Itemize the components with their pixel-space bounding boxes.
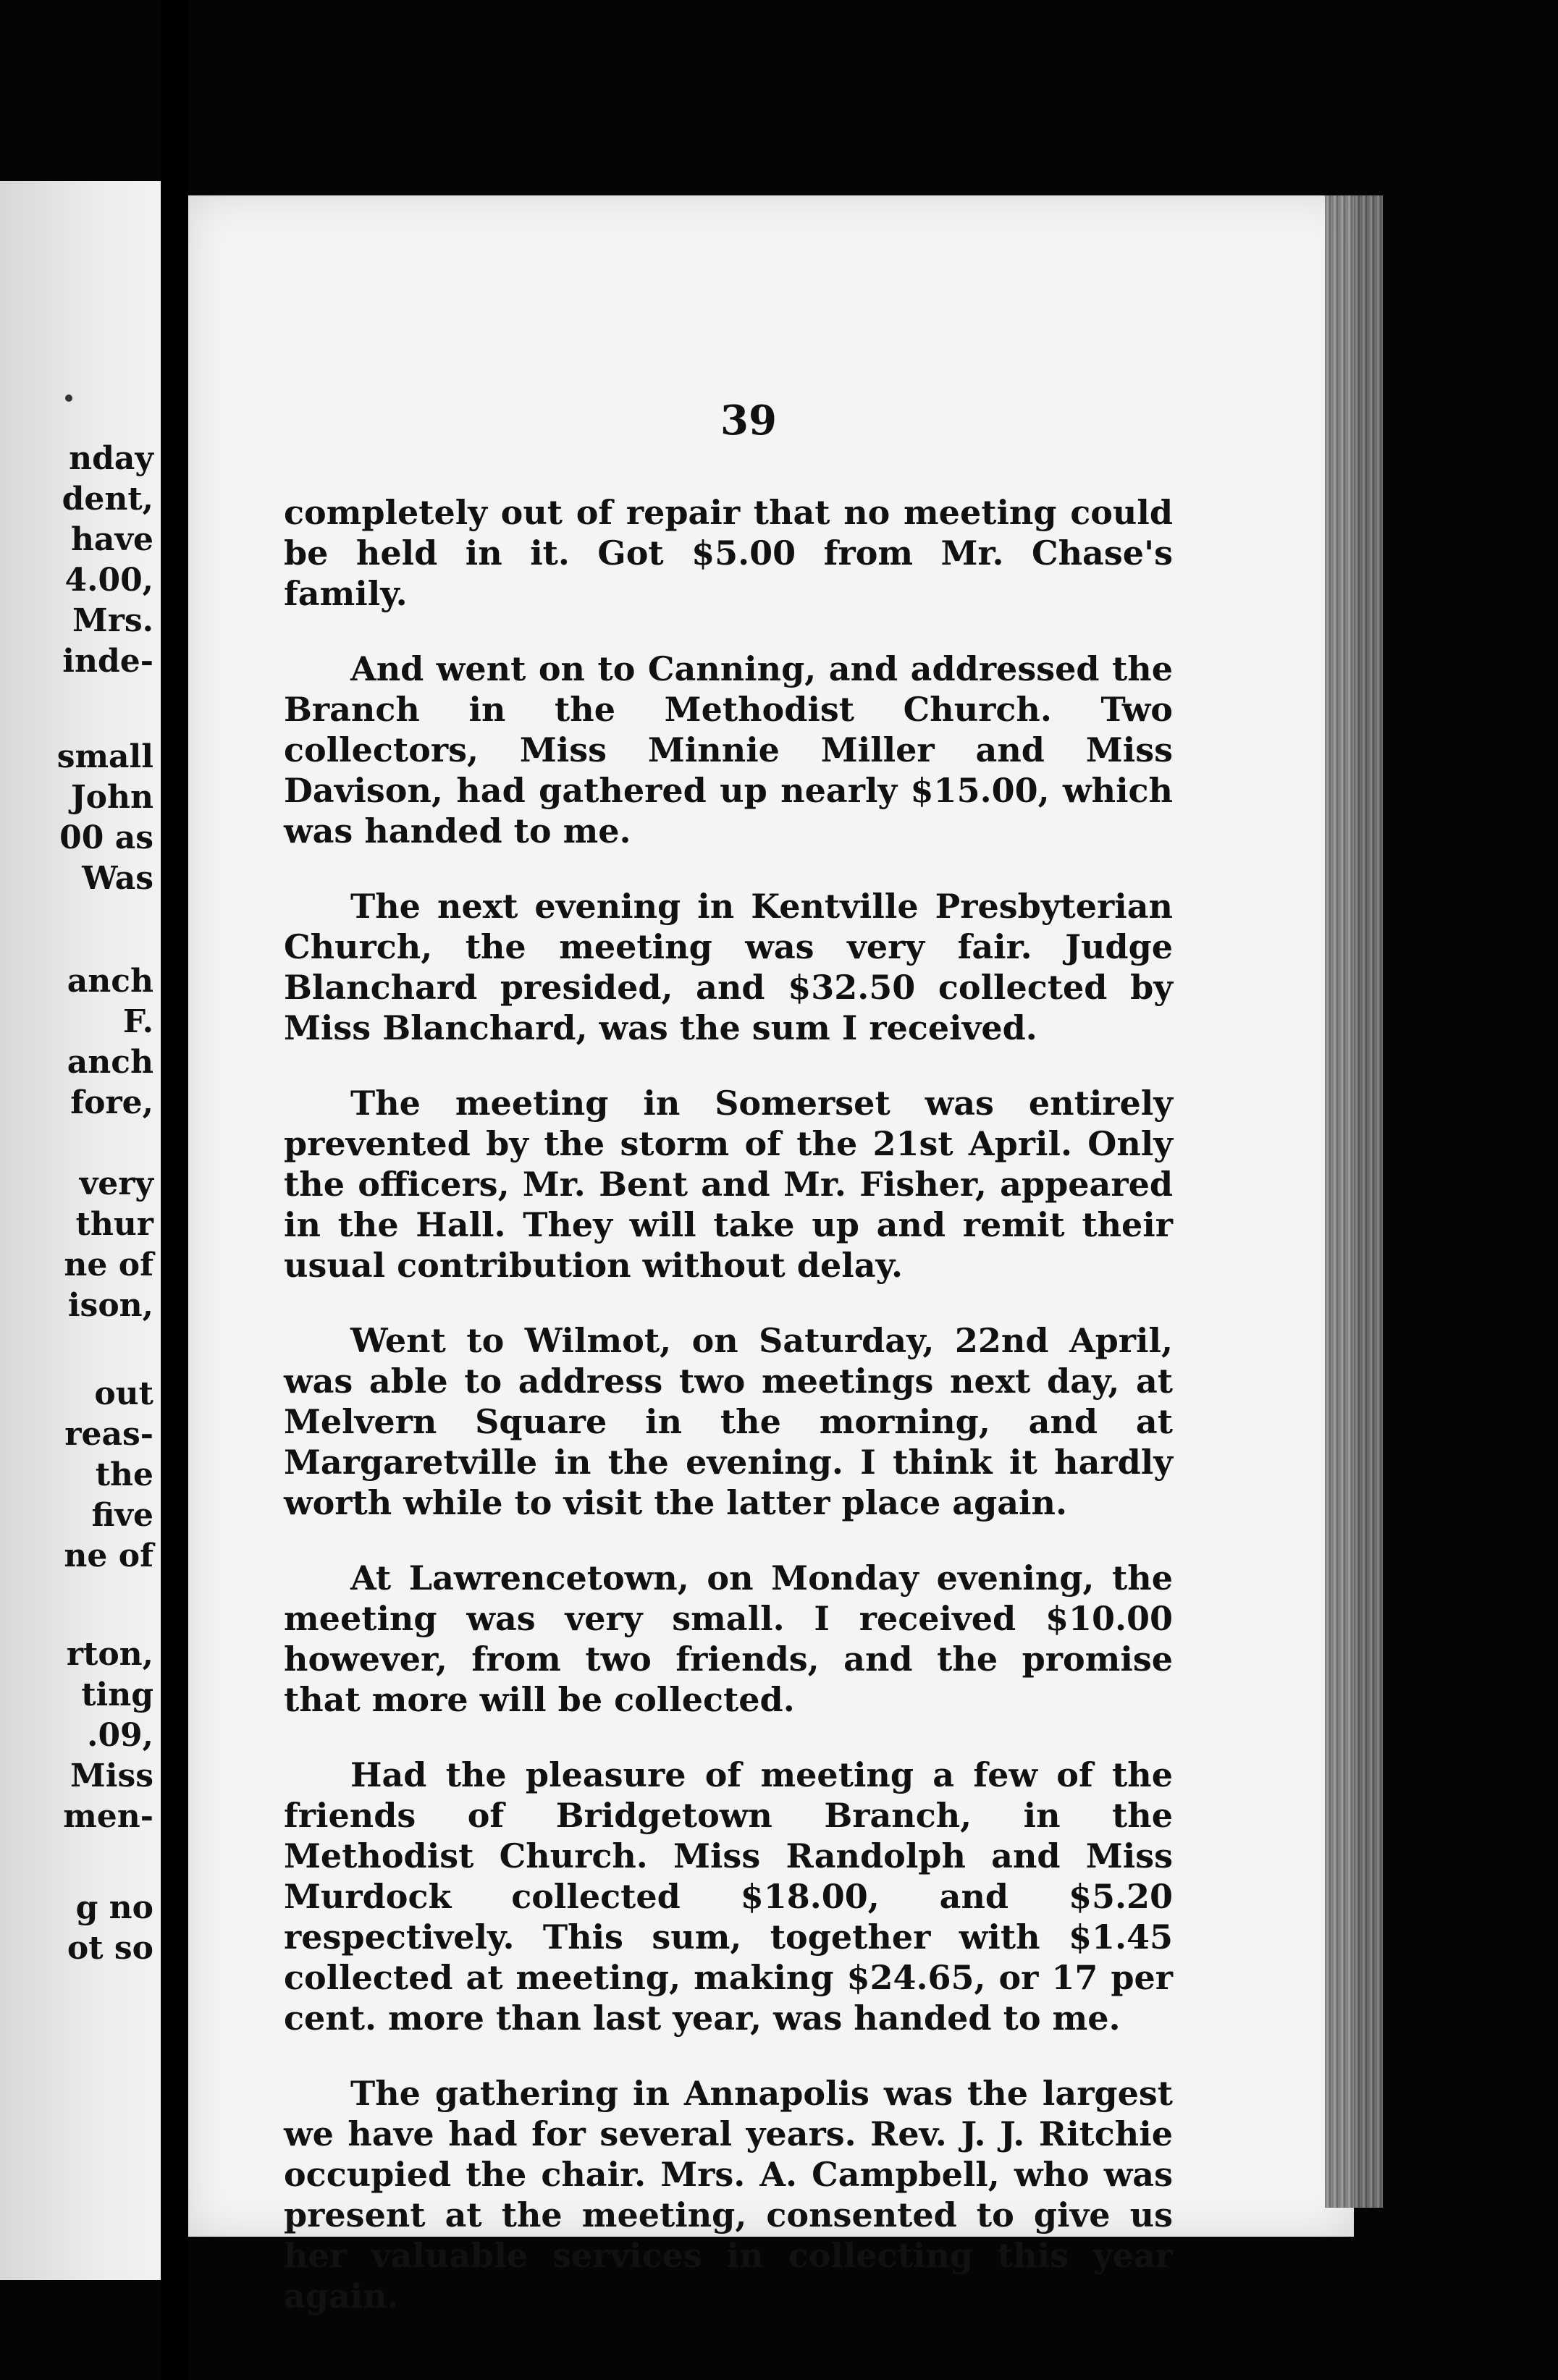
- left-line: small: [56, 738, 153, 775]
- left-line: Miss: [70, 1757, 153, 1794]
- left-line: ne of: [64, 1537, 153, 1574]
- paragraph: completely out of repair that no meeting could be held in it. Got $5.00 from Mr. Chase's family.: [284, 493, 1173, 613]
- left-page-fragment: [0, 181, 161, 2280]
- left-line: dent,: [62, 481, 153, 518]
- left-line: ting: [81, 1676, 153, 1713]
- left-line: ison,: [67, 1287, 153, 1324]
- paragraph: Had the pleasure of meeting a few of the friends of Bridgetown Branch, in the Methodist Church. Miss Randolph and Miss Murdock collected $18.00, and $5.20 respectively. This sum, together with $1.45 collected at meeting, making $24.65, or 17 per cent. more than last year, was handed to me.: [284, 1755, 1173, 2038]
- paragraph: Went to Wilmot, on Saturday, 22nd April, was able to address two meetings next day, at Melvern Square in the morning, and at Margaretville in the evening. I think it hardly worth while to visit the latter place again.: [284, 1321, 1173, 1522]
- left-line: inde-: [62, 643, 153, 680]
- left-line: out: [94, 1375, 153, 1412]
- left-line: .09,: [87, 1717, 153, 1754]
- left-line: 00 as: [59, 819, 153, 856]
- left-line: the: [95, 1456, 153, 1493]
- left-line: very: [79, 1165, 153, 1202]
- left-line: five: [91, 1497, 153, 1534]
- page-edge-stack: [1325, 195, 1383, 2208]
- left-line: rton,: [66, 1636, 153, 1673]
- left-line: Mrs.: [72, 602, 153, 639]
- left-line: 4.00,: [64, 562, 153, 599]
- left-line: F.: [122, 1003, 153, 1040]
- paragraph: The next evening in Kentville Presbyterian Church, the meeting was very fair. Judge Blanchard presided, and $32.50 collected by Miss Blanchard, was the sum I received.: [284, 887, 1173, 1047]
- left-line: fore,: [70, 1084, 153, 1121]
- page-body: [284, 492, 1173, 2351]
- left-line: ne of: [64, 1246, 153, 1283]
- left-line: Was: [82, 860, 153, 897]
- left-line: anch: [67, 1044, 153, 1081]
- left-line: have: [70, 521, 153, 558]
- left-line: g no: [75, 1889, 153, 1926]
- paragraph: The meeting in Somerset was entirely prevented by the storm of the 21st April. Only the officers, Mr. Bent and Mr. Fisher, appeared in the Hall. They will take up and remit their usual contribution without delay.: [284, 1084, 1173, 1285]
- paragraph: The gathering in Annapolis was the largest we have had for several years. Rev. J. J. Ritchie occupied the chair. Mrs. A. Campbell, who was present at the meeting, consented to give us her valuable services in collecting this year again.: [284, 2074, 1173, 2316]
- left-line: anch: [67, 963, 153, 1000]
- paragraph: At Lawrencetown, on Monday evening, the meeting was very small. I received $10.00 however, from two friends, and the promise that more will be collected.: [284, 1558, 1173, 1719]
- left-line: John: [70, 779, 153, 816]
- left-line: men-: [63, 1798, 153, 1835]
- page-number: 39: [720, 397, 777, 444]
- left-line: nday: [69, 440, 153, 477]
- left-line: ot so: [67, 1930, 153, 1967]
- paragraph: And went on to Canning, and addressed the Branch in the Methodist Church. Two collectors, Miss Minnie Miller and Miss Davison, had gathered up nearly $15.00, which was handed to me.: [284, 649, 1173, 851]
- left-line: reas-: [64, 1416, 153, 1453]
- left-line: thur: [75, 1206, 153, 1243]
- ink-speck: [65, 394, 72, 402]
- book-gutter: [161, 0, 188, 2380]
